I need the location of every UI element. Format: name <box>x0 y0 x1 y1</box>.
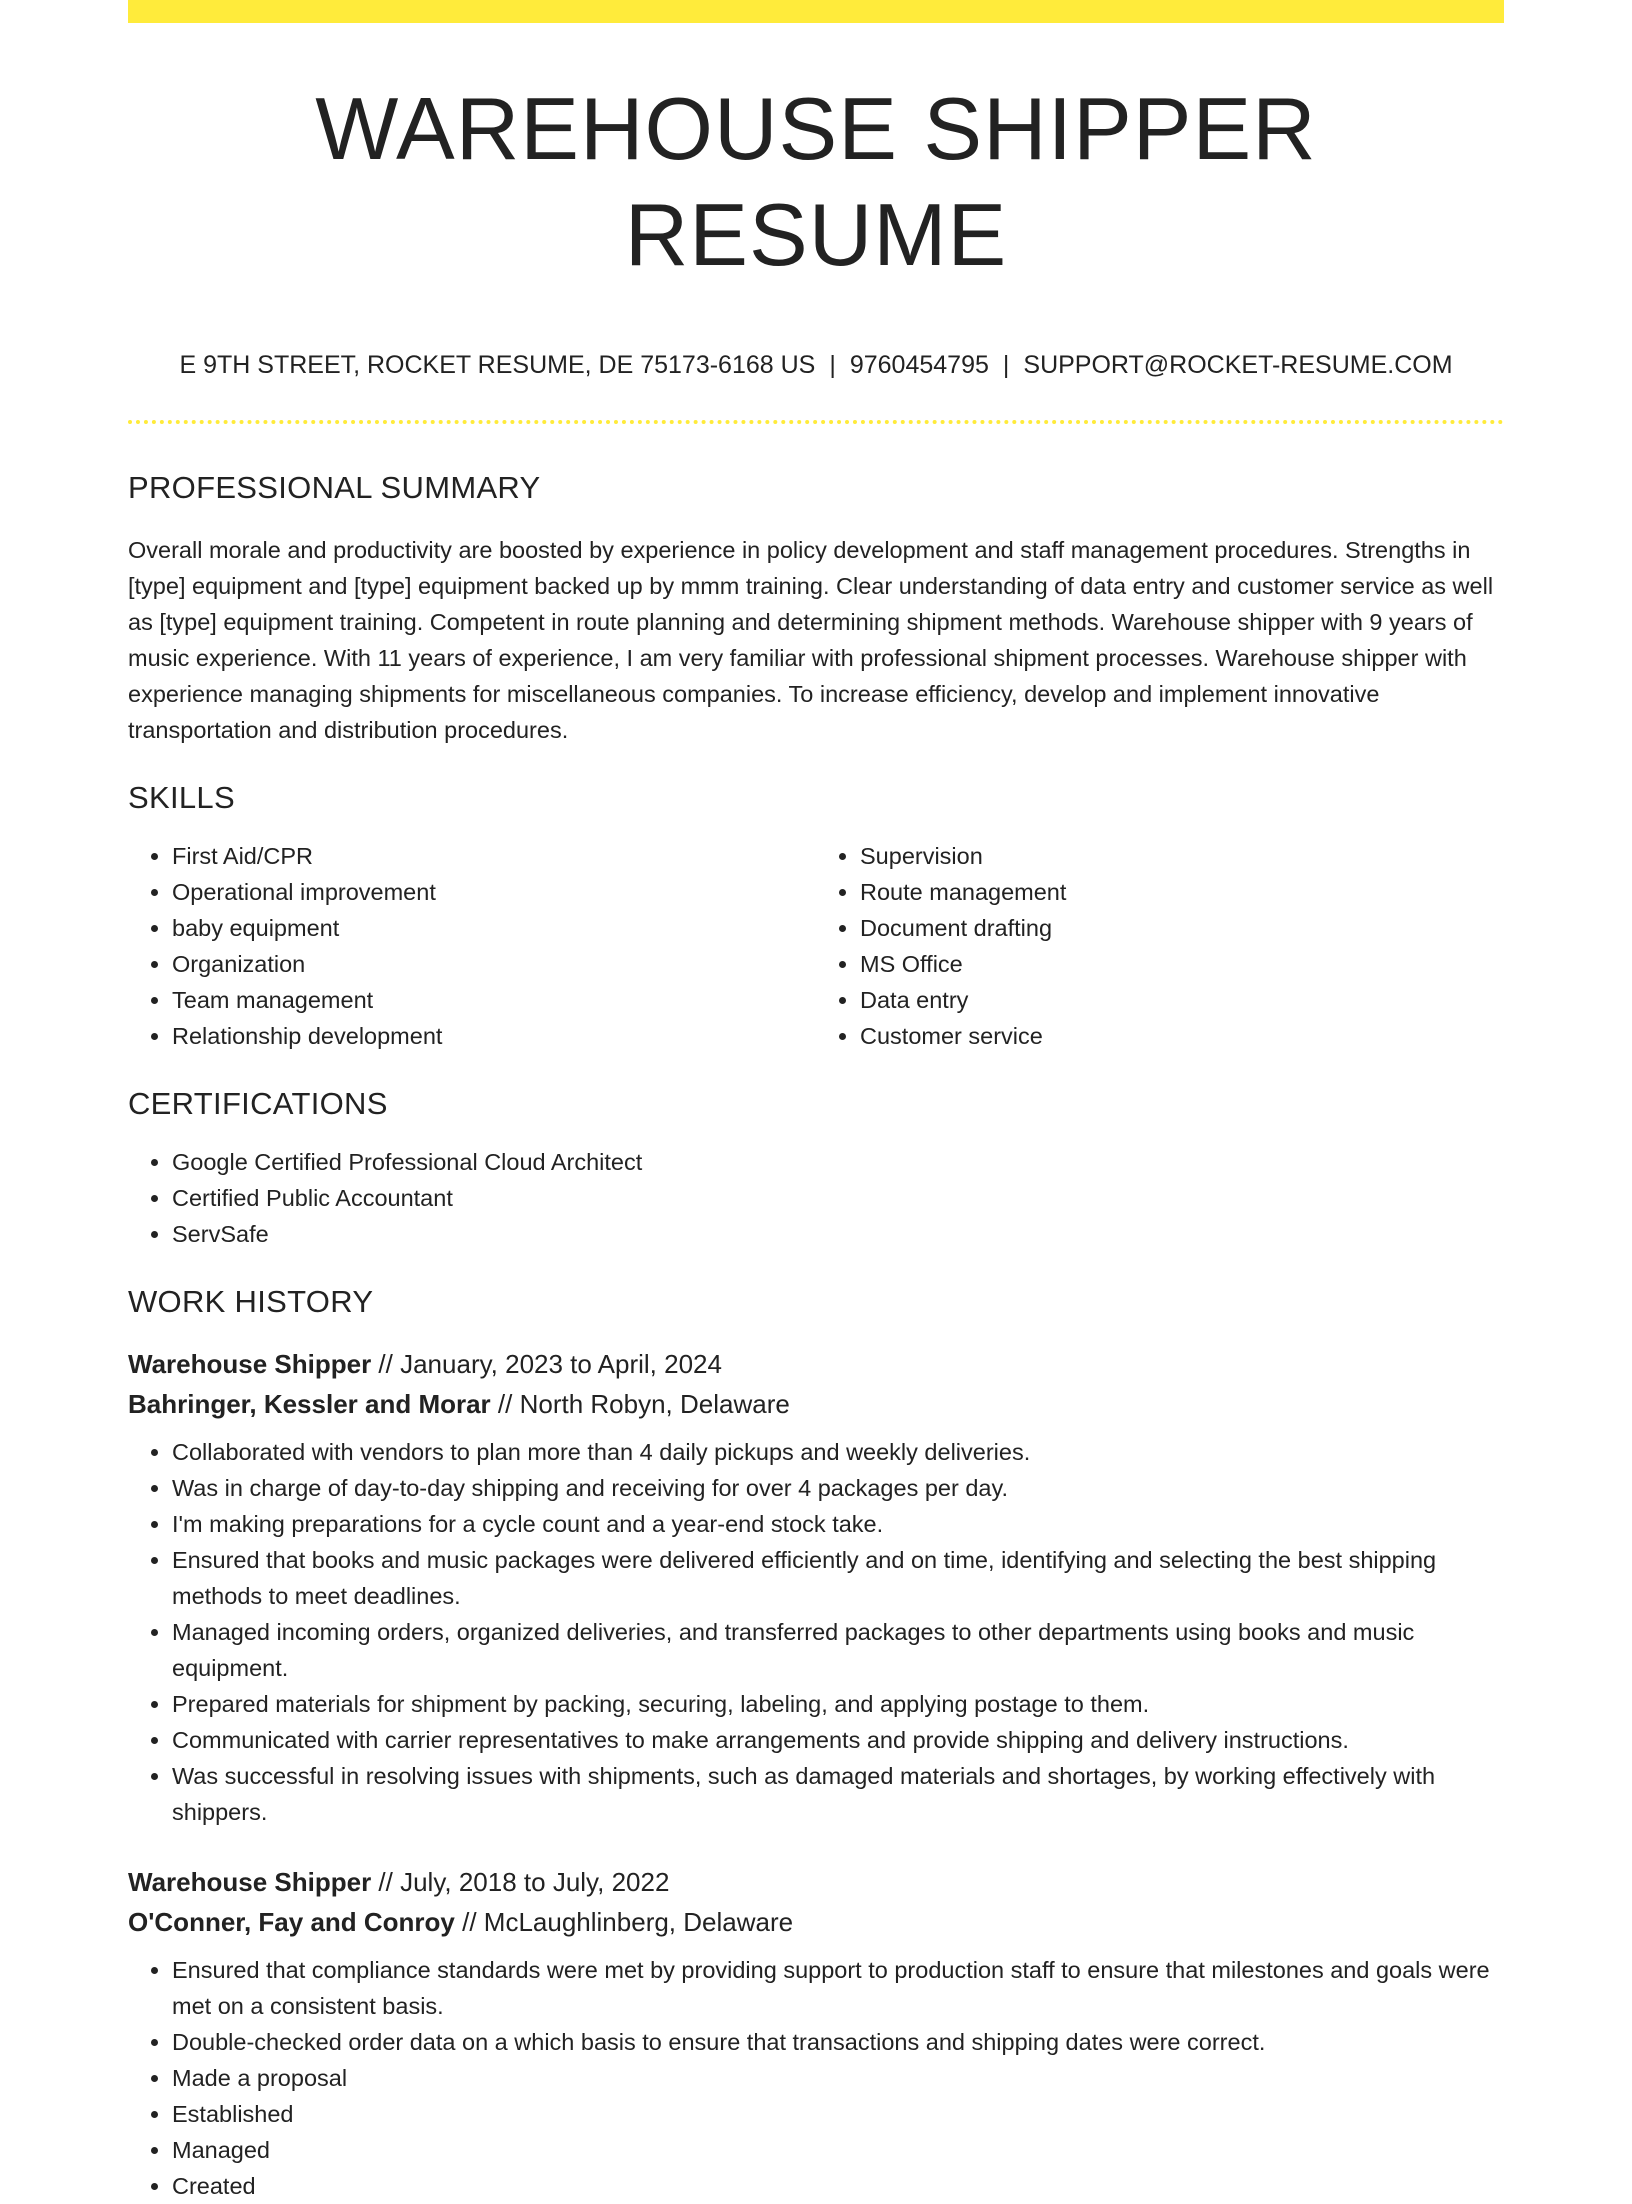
skills-heading: SKILLS <box>128 780 235 815</box>
job-duty: • Was successful in resolving issues with shipments, such as damaged materials and shortages, by working effectively with shippers. <box>172 1758 1504 1830</box>
summary-heading: PROFESSIONAL SUMMARY <box>128 470 541 505</box>
dotted-divider <box>128 420 1504 424</box>
skill-item: • Team management <box>172 982 816 1018</box>
certification-item: • Certified Public Accountant <box>172 1180 1504 1216</box>
certifications-list <box>128 1144 1504 1252</box>
certifications-heading: CERTIFICATIONS <box>128 1086 388 1121</box>
skill-item: • Operational improvement <box>172 874 816 910</box>
job-duties-list <box>128 1434 1504 1830</box>
job-duty: • Double-checked order data on a which basis to ensure that transactions and shipping dates were correct. <box>172 2024 1504 2060</box>
skill-item: • Document drafting <box>860 910 1504 946</box>
job-role: Warehouse Shipper <box>128 1349 372 1379</box>
job-title-line <box>128 1344 1504 1384</box>
job-duty: • Ensured that compliance standards were met by providing support to production staff to ensure that milestones and goals were met on a consistent basis. <box>172 1952 1504 2024</box>
job-duty: • Established <box>172 2096 1504 2132</box>
skill-item: • MS Office <box>860 946 1504 982</box>
job-location: // North Robyn, Delaware <box>490 1389 790 1419</box>
work-history-heading: WORK HISTORY <box>128 1284 374 1319</box>
skill-item: • First Aid/CPR <box>172 838 816 874</box>
job-duty: • Managed <box>172 2132 1504 2168</box>
certification-item: • Google Certified Professional Cloud Architect <box>172 1144 1504 1180</box>
skills-section <box>128 778 1504 1054</box>
job-company: O'Conner, Fay and Conroy <box>128 1907 455 1937</box>
job-dates: // July, 2018 to July, 2022 <box>371 1867 670 1897</box>
job-duties-list <box>128 1952 1504 2204</box>
summary-text: Overall morale and productivity are boosted by experience in policy development and staff management procedures. Strengths in [type] equipment and [type] equipment backed up by mmm training. Clear understanding of data entry and customer service as well as [type] equipment training. Competent in route planning and determining shipment methods. Warehouse shipper with 9 years of music experience. With 11 years of experience, I am very familiar with professional shipment processes. Warehouse shipper with experience managing shipments for miscellaneous companies. To increase efficiency, develop and implement innovative transportation and distribution procedures. <box>128 537 1494 743</box>
job-entry <box>128 1862 1504 2204</box>
contact-phone: 9760454795 <box>849 351 989 379</box>
contact-address: E 9TH STREET, ROCKET RESUME, DE 75173-6168 US <box>179 351 816 379</box>
job-role: Warehouse Shipper <box>128 1867 372 1897</box>
certification-item: • ServSafe <box>172 1216 1504 1252</box>
skill-item: • Customer service <box>860 1018 1504 1054</box>
summary-section <box>128 468 1504 748</box>
work-history-section <box>128 1282 1504 2204</box>
job-dates: // January, 2023 to April, 2024 <box>371 1349 722 1379</box>
job-duty: • Created <box>172 2168 1504 2204</box>
contact-email: SUPPORT@ROCKET-RESUME.COM <box>1023 351 1453 379</box>
job-duty: • I'm making preparations for a cycle count and a year-end stock take. <box>172 1506 1504 1542</box>
resume-title: WAREHOUSE SHIPPER RESUME <box>315 79 1317 284</box>
job-company-line <box>128 1902 1504 1942</box>
job-duty: • Ensured that books and music packages were delivered efficiently and on time, identifying and selecting the best shipping methods to meet deadlines. <box>172 1542 1504 1614</box>
certifications-section <box>128 1084 1504 1252</box>
skill-item: • Supervision <box>860 838 1504 874</box>
skills-columns <box>128 838 1504 1054</box>
job-entry <box>128 1344 1504 1830</box>
skill-item: • Relationship development <box>172 1018 816 1054</box>
skills-list-right <box>816 838 1504 1054</box>
contact-separator: | <box>1002 351 1010 379</box>
skill-item: • Route management <box>860 874 1504 910</box>
job-duty: • Managed incoming orders, organized deliveries, and transferred packages to other departments using books and music equipment. <box>172 1614 1504 1686</box>
job-location: // McLaughlinberg, Delaware <box>454 1907 794 1937</box>
job-duty: • Was in charge of day-to-day shipping and receiving for over 4 packages per day. <box>172 1470 1504 1506</box>
skill-item: • Data entry <box>860 982 1504 1018</box>
skill-item: • baby equipment <box>172 910 816 946</box>
job-duty: • Prepared materials for shipment by packing, securing, labeling, and applying postage to them. <box>172 1686 1504 1722</box>
job-company-line <box>128 1384 1504 1424</box>
job-title-line <box>128 1862 1504 1902</box>
job-duty: • Collaborated with vendors to plan more than 4 daily pickups and weekly deliveries. <box>172 1434 1504 1470</box>
resume-content <box>128 0 1504 2204</box>
skills-list-left <box>128 838 816 1054</box>
job-duty: • Made a proposal <box>172 2060 1504 2096</box>
contact-line <box>128 350 1504 380</box>
job-duty: • Communicated with carrier representatives to make arrangements and provide shipping and delivery instructions. <box>172 1722 1504 1758</box>
skill-item: • Organization <box>172 946 816 982</box>
contact-separator: | <box>829 351 836 379</box>
job-company: Bahringer, Kessler and Morar <box>128 1389 491 1419</box>
